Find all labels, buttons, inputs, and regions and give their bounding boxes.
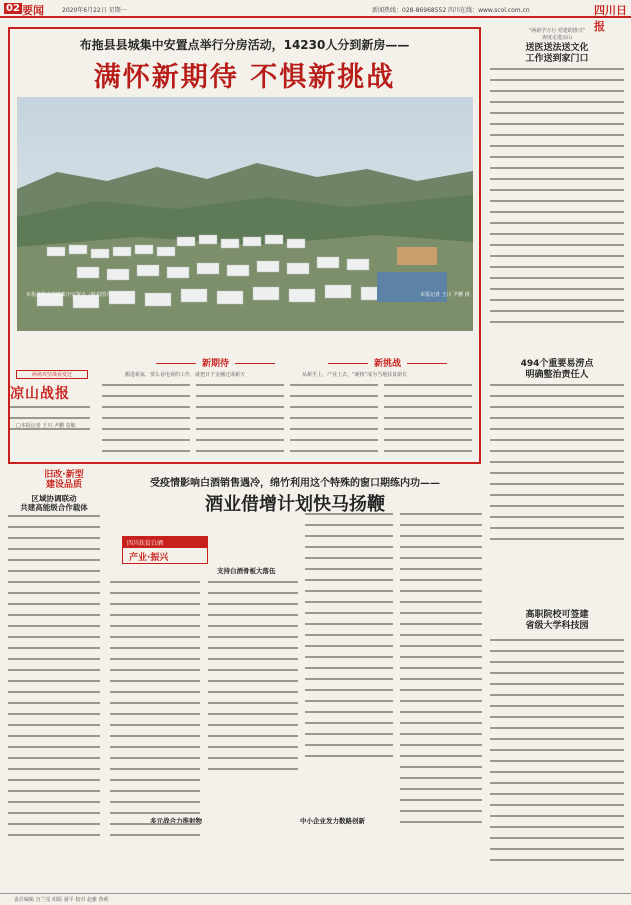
body-column-4 (384, 381, 472, 461)
body-column-3 (290, 381, 378, 461)
sidebar-kicker: “两新学万行·党建助推兴” (528, 28, 586, 34)
subhead-lead-1: 搬进新家，要么看电视的工作，就把日子金桶过成新天 (125, 372, 246, 378)
section-2-tag (122, 536, 208, 564)
column-body (10, 403, 90, 437)
subhead-lead-2: 从新手上，产业上去，“硬核”成为当地扶贫新长 (302, 372, 408, 378)
sidebar-body-2 (490, 381, 624, 561)
section-2-body-col-4 (400, 510, 482, 888)
section-name: 要闻 (22, 4, 44, 17)
sidebar-headline-2: 494个重要易涝点 明确整治责任人 (520, 359, 594, 380)
section-2-body-col-1 (110, 578, 200, 888)
section-2-body-col-3 (305, 510, 393, 810)
contact-info: 新闻热线：028-86968552 四川在线：www.scol.com.cn (372, 7, 530, 14)
body-column-2 (196, 381, 284, 461)
sidebar-body-3 (490, 636, 624, 888)
section-2-headline: 酒业借增计划快马扬鞭 (205, 494, 385, 515)
column-tag: 两场攻坚战看变迁 (16, 370, 88, 379)
sidebar-kicker-2: 再度走进凉山 (541, 35, 572, 41)
section-2-tag-label: 四川扶贫白酒 (123, 537, 207, 548)
column-2-body (8, 512, 100, 872)
column-2-logo: 旧改·新型 建设品质 (44, 470, 84, 490)
page-number: 02 (6, 3, 20, 14)
photo-caption: 布拖县特木里镇集中安置点（航拍图片） (26, 292, 117, 298)
right-sidebar (490, 27, 624, 561)
sidebar-headline-3: 高职院校可签建 省级大学科技园 (525, 610, 589, 631)
column-2-headline: 区域协调联动 共建高能级合作载体 (20, 494, 88, 512)
story-kicker: 布拖县县城集中安置点举行分房活动，14230人分到新房—— (79, 38, 410, 52)
body-column-1 (102, 381, 190, 461)
story-headline: 满怀新期待 不惧新挑战 (93, 62, 396, 93)
section-2-tag-title: 产业·振兴 (129, 553, 169, 563)
subhead-new-challenge: 新挑战 (322, 356, 453, 369)
column-logo: 凉山战报 (10, 386, 70, 402)
page-footer: 责任编辑 宫兰星 组版 聂平 校对 赵雅 鲁莉 (0, 893, 631, 905)
newspaper-logo: 四川日报 (594, 4, 627, 33)
sidebar-body-1 (490, 65, 624, 355)
section-2-subhead-2: 多元战合力推射物 (150, 817, 202, 825)
section-2-subhead-1: 支持白酒骨板大落伍 (217, 567, 276, 575)
section-2-subhead-3: 中小企业发力数路创新 (300, 817, 365, 825)
section-2-kicker: 受疫情影响白酒销售遇冷，绵竹利用这个特殊的窗口期练内功—— (150, 478, 440, 489)
column-box (10, 370, 96, 458)
subhead-new-expectation: 新期待 (150, 356, 281, 369)
photo-credit: 本报记者 王川 尹鹏 摄 (420, 292, 470, 298)
column-box-2 (8, 470, 100, 872)
issue-date: 2020年6月22日 星期一 (62, 7, 127, 14)
column-byline: □本报记者 王川 尹鹏 袁敏 (16, 423, 76, 429)
sidebar-headline-1: 送医送法送文化 工作送到家门口 (525, 43, 589, 64)
section-2-body-col-2 (208, 578, 298, 808)
